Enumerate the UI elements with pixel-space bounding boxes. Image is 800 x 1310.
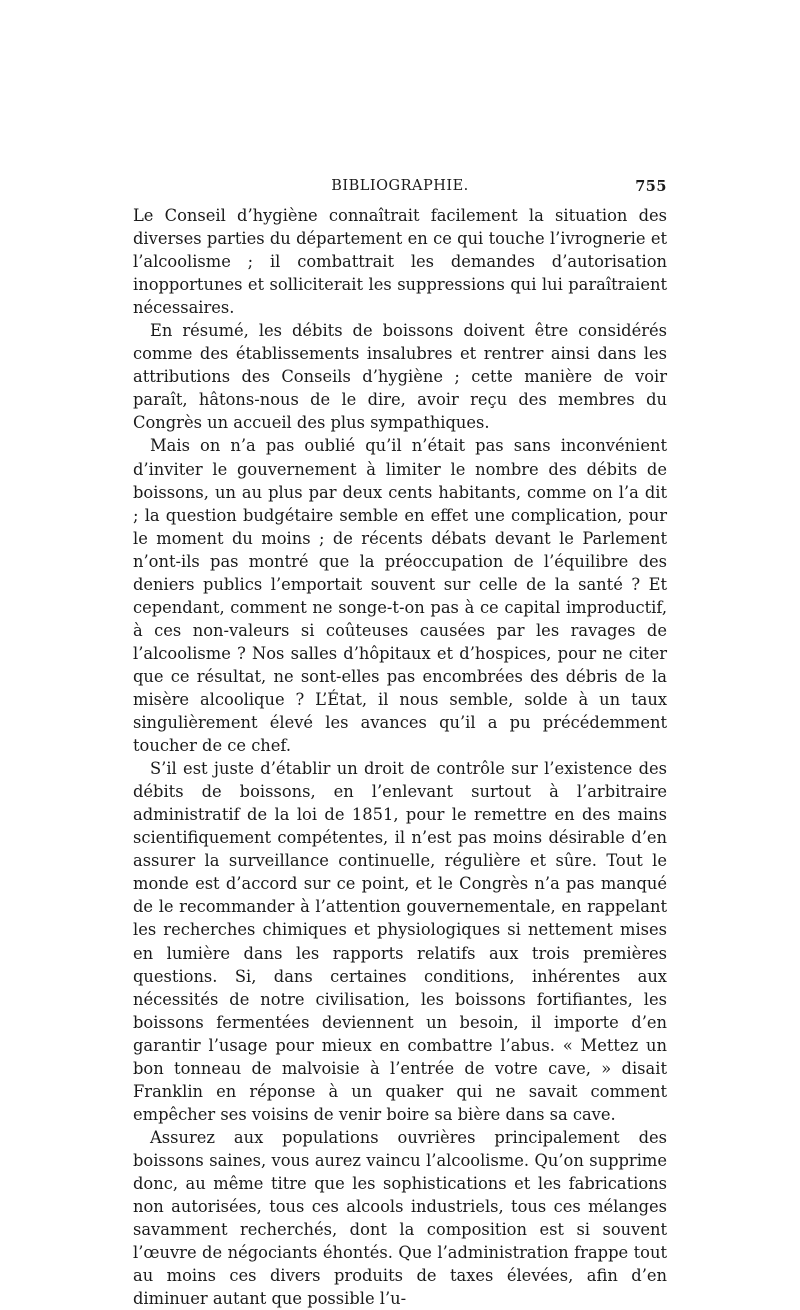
paragraph: Le Conseil d’hygiène connaîtrait facilement la situation des diverses parties du département en ce qui touche l’ivrognerie et l’alcoolisme ; il combattrait les demandes d’autorisation inopportunes et solliciterait les suppressions qui lui paraîtraient nécessaires. [133,206,667,318]
body-text [133,204,667,1310]
paragraph: En résumé, les débits de boissons doivent être considérés comme des établissements insalubres et rentrer ainsi dans les attributions des Conseils d’hygiène ; cette manière de voir paraît, hâtons-nous de le dire, avoir reçu des membres du Congrès un accueil des plus sympathiques. [133,321,667,433]
paragraph: Mais on n’a pas oublié qu’il n’était pas sans inconvénient d’inviter le gouvernement à limiter le nombre des débits de boissons, un au plus par deux cents habitants, comme on l’a dit ; la question budgétaire semble en effet une complication, pour le moment du moins ; de récents débats devant le Parlement n’ont-ils pas montré que la préoccupation de l’équilibre des deniers publics l’emportait souvent sur celle de la santé ? Et cependant, comment ne songe-t-on pas à ce capital improductif, à ces non-valeurs si coûteuses causées par les ravages de l’alcoolisme ? Nos salles d’hôpitaux et d’hospices, pour ne citer que ce résultat, ne sont-elles pas encombrées des débris de la misère alcoolique ? L’État, il nous semble, solde à un taux singulièrement élevé les avances qu’il a pu précédemment toucher de ce chef. [133,436,667,756]
paragraph: S’il est juste d’établir un droit de contrôle sur l’existence des débits de boissons, en l’enlevant surtout à l’arbitraire administratif de la loi de 1851, pour le remettre en des mains scientifiquement compétentes, il n’est pas moins désirable d’en assurer la surveillance continuelle, régulière et sûre. Tout le monde est d’accord sur ce point, et le Congrès n’a pas manqué de le recommander à l’attention gouvernementale, en rappelant les recherches chimiques et physiologiques si nettement mises en lumière dans les rapports relatifs aux trois premières questions. Si, dans certaines conditions, inhérentes aux nécessités de notre civilisation, les boissons fortifiantes, les boissons fermentées deviennent un besoin, il importe d’en garantir l’usage pour mieux en combattre l’abus. « Mettez un bon tonneau de malvoisie à l’entrée de votre cave, » disait Franklin en réponse à un quaker qui ne savait comment empêcher ses voisins de venir boire sa bière dans sa cave. [133,759,667,1124]
page-number: 755 [635,178,667,195]
book-page [133,176,667,1310]
running-header [133,176,667,204]
running-title: BIBLIOGRAPHIE. [331,178,469,194]
paragraph: Assurez aux populations ouvrières principalement des boissons saines, vous aurez vaincu l’alcoolisme. Qu’on supprime donc, au même titre que les sophistications et les fabrications non autorisées, tous ces alcools industriels, tous ces mélanges savamment recherchés, dont la composition est si souvent l’œuvre de négociants éhontés. Que l’administration frappe tout au moins ces divers produits de taxes élevées, afin d’en diminuer autant que possible l’u- [133,1127,667,1309]
